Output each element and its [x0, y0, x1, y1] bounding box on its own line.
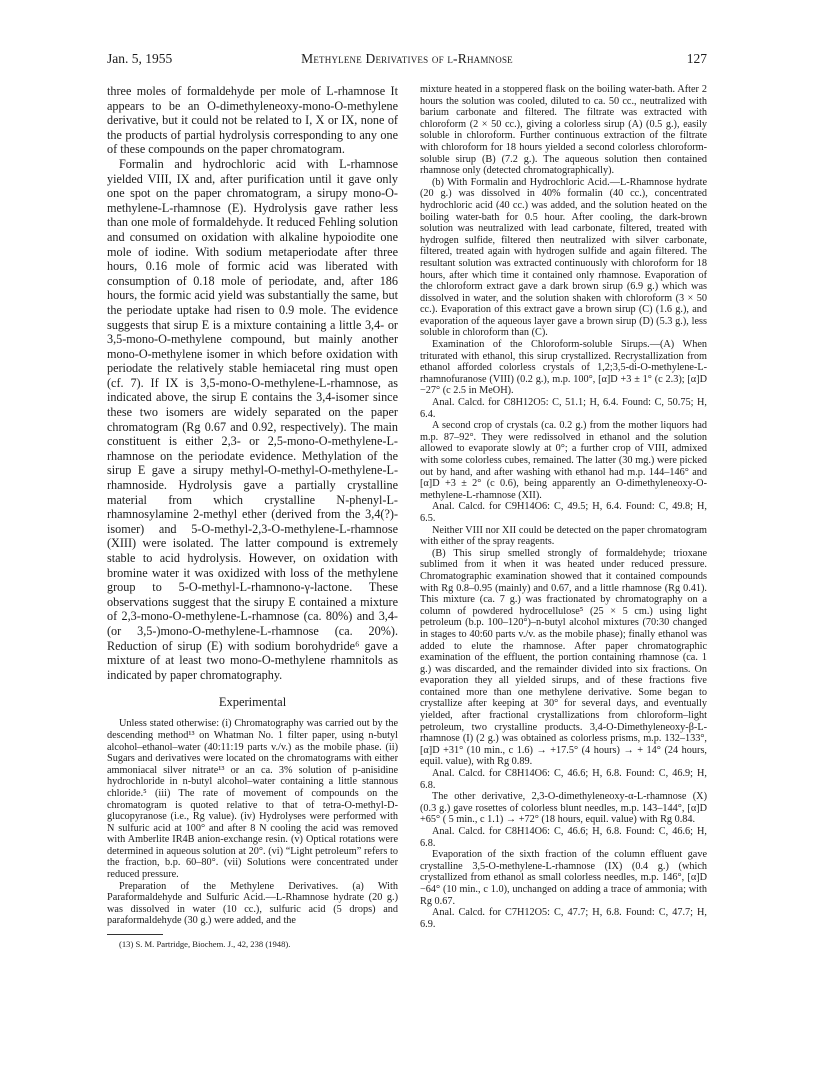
section-heading-experimental: Experimental [218, 695, 287, 710]
right-column [420, 84, 707, 930]
paragraph: The other derivative, 2,3-O-dimethyleneoxy-α-L-rhamnose (X) (0.3 g.) gave rosettes of colorless blunt needles, m.p. 143–144°, [α]D +65° ( 5 min., c 1.1) → +72° (18 hours, equil. value) with Rg 0.84. [420, 791, 707, 826]
paragraph: Anal. Calcd. for C8H12O5: C, 51.1; H, 6.4. Found: C, 50.75; H, 6.4. [420, 397, 707, 420]
paragraph: three moles of formaldehyde per mole of L-rhamnose It appears to be an O-dimethyleneoxy-mono-O-methylene derivative, but it could not be related to I, X or IX, none of the products of partial hydrolysis corresponding to any one of these compounds on the paper chromatogram. [107, 84, 398, 157]
page-number: 127 [686, 51, 707, 66]
paragraph: Examination of the Chloroform-soluble Sirups.—(A) When triturated with ethanol, this sirup crystallized. Recrystallization from ethanol afforded colorless crystals of 1,2;3,5-di-O-methylene-L-rhamnofuranose (VIII) (0.2 g.), m.p. 100°, [α]D +3 ± 1° (c 2.3); [α]D −27° (c 2.5 in MeOH). [420, 339, 707, 397]
paragraph: Formalin and hydrochloric acid with L-rhamnose yielded VIII, IX and, after purification until it gave only one spot on the paper chromatogram, a sirupy mono-O-methylene-L-rhamnose (E). Hydrolysis gave rather less than one mole of formaldehyde. It reduced Fehling solution and consumed on oxidation with alkaline hypoiodite one mole of iodine. With sodium metaperiodate after three hours, 0.16 mole of formic acid was liberated with consumption of 0.18 mole of periodate, and, after 186 hours, the formic acid yield was substantially the same, but the periodate uptake had risen to 0.9 mole. The evidence suggests that sirup E is a mixture containing a little 3,4- or 3,5-mono-O-methylene compound, but mainly another mono-O-methylene isomer in which before oxidation with periodate the relatively stable hemiacetal ring must open (cf. 7). If IX is 3,5-mono-O-methylene-L-rhamnose, as indicated above, the sirup E contains the 3,4-isomer since these two isomers are widely separated on the paper chromatogram (Rg 0.67 and 0.92, respectively). The main constituent is either 2,3- or 2,5-mono-O-methylene-L-rhamnose on the periodate evidence. Methylation of the sirup E gave a sirupy methyl-O-methyl-O-methylene-L-rhamnoside. Hydrolysis gave a partially crystalline material from which crystalline N-phenyl-L-rhamnosylamine 2-methyl ether (derived from the 3,4(?)-isomer) and 5-O-methyl-2,3-O-methylene-L-rhamnose (XIII) were isolated. The latter compound is extremely stable to acid hydrolysis. However, on oxidation with bromine water it was oxidized with loss of the methylene group to 5-O-methyl-L-rhamnono-γ-lactone. These observations suggest that the sirupy E contained a mixture of 2,3-mono-O-methylene-L-rhamnose (ca. 80%) and 3,4-(or 3,5-)mono-O-methylene-L-rhamnose (ca. 20%). Reduction of sirup (E) with sodium borohydride⁶ gave a mixture of at least two mono-O-methylene rhamnitols as indicated by paper chromatography. [107, 156, 398, 682]
paragraph: Neither VIII nor XII could be detected on the paper chromatogram with either of the spray reagents. [420, 524, 707, 548]
page-header [107, 51, 707, 69]
footnote: (13) S. M. Partridge, Biochem. J., 42, 238 (1948). [119, 939, 291, 950]
header-date: Jan. 5, 1955 [107, 51, 173, 66]
paragraph: Anal. Calcd. for C7H12O5: C, 47.7; H, 6.8. Found: C, 47.7; H, 6.9. [420, 907, 707, 930]
paragraph: mixture heated in a stoppered flask on the boiling water-bath. After 2 hours the solution was cooled, diluted to ca. 50 cc., neutralized with barium carbonate and filtered. The filtrate was extracted with chloroform (2 × 50 cc.), giving a colorless sirup (A) (0.5 g.), easily soluble in chloroform. Further continuous extraction of the filtrate with chloroform for 18 hours yielded a second colorless chloroform-soluble sirup (B) (7.2 g.). The aqueous solution then contained rhamnose only (detected chromatographically). [420, 84, 707, 177]
footnote-rule [107, 934, 163, 935]
paragraph: (b) With Formalin and Hydrochloric Acid.—L-Rhamnose hydrate (20 g.) was dissolved in 40% formalin (40 cc.), concentrated hydrochloric acid (40 cc.) was added, and the solution heated on the boiling water-bath for 0.5 hour. After cooling, the dark-brown solution was neutralized with lead carbonate, filtered, treated with hydrogen sulfide, filtered then neutralized with silver carbonate, filtered, treated again with hydrogen sulfide and again filtered. The resultant solution was extracted continuously with chloroform for 18 hours, after which time it contained only rhamnose. Evaporation of the chloroform extract gave a dark brown sirup (6.9 g.) which was dissolved in water, and the solution shaken with chloroform (3 × 50 cc.). Evaporation of this extract gave a brown sirup (C) (1.6 g.), and evaporation of the aqueous layer gave a brown sirup (D) (5.3 g.), less soluble in chloroform than (C). [420, 176, 707, 339]
paragraph: (B) This sirup smelled strongly of formaldehyde; trioxane sublimed from it when it was heated under reduced pressure. Chromatographic examination showed that it contained compounds with Rg 0.8–0.95 (mainly) and 0.67, and a little rhamnose (Rg 0.41). This mixture (ca. 7 g.) was fractionated by chromatography on a column of powdered hydrocellulose⁵ (25 × 5 cm.) using light petroleum (b.p. 100–120°)–n-butyl alcohol mixtures (70:30 changed in stages to 40:60 parts v./v. as the mobile phase); finally ethanol was added to elute the rhamnose. After paper chromatographic examination of the effluent, the portion containing rhamnose (ca. 1 g.) was discarded, and the remainder divided into six fractions. On evaporation they all yielded sirups, and of these fractions five contained more than one methylene derivative. Some began to crystallize after keeping at 30° for several days, and eventually yielded, after fractional crystallizations from chloroform–light petroleum, two crystalline products. 3,4-O-Dimethyleneoxy-β-L-rhamnose (I) (2 g.) was obtained as colorless prisms, m.p. 132–133°, [α]D +31° (10 min., c 1.6) → +17.5° (4 hours) → + 14° (24 hours, equil. value), with Rg 0.89. [420, 547, 707, 768]
paragraph: A second crop of crystals (ca. 0.2 g.) from the mother liquors had m.p. 87–92°. They were redissolved in ethanol and the solution allowed to evaporate slowly at 0°; a further crop of VIII, admixed with some colorless cubes, remained. The latter (30 mg.) were picked out by hand, and after washing with ethanol had m.p. 144–146° and [α]D +3 ± 2° (c 0.6), being apparently an O-dimethyleneoxy-O-methylene-L-rhamnose (XII). [420, 420, 707, 501]
paragraph: Anal. Calcd. for C8H14O6: C, 46.6; H, 6.8. Found: C, 46.9; H, 6.8. [420, 768, 707, 791]
paragraph: Anal. Calcd. for C9H14O6: C, 49.5; H, 6.4. Found: C, 49.8; H, 6.5. [420, 501, 707, 524]
paragraph: Unless stated otherwise: (i) Chromatography was carried out by the descending method¹³ on Whatman No. 1 filter paper, using n-butyl alcohol–ethanol–water (40:11:19 parts v./v.) as the mobile phase. (ii) Sugars and derivatives were located on the chromatograms with either ammoniacal silver nitrate¹³ or an ca. 3% solution of p-anisidine hydrochloride in n-butyl alcohol–water containing a little stannous chloride.⁵ (iii) The rate of movement of compounds on the chromatogram is quoted relative to that of tetra-O-methyl-D-glucopyranose (i.e., Rg value). (iv) Hydrolyses were performed with N sulfuric acid at 100° and after 8 N cooling the acid was removed with Amberlite IR4B anion-exchange resin. (v) Optical rotations were determined in aqueous solution at 20°. (vi) “Light petroleum” refers to the fraction, b.p. 60–80°. (vii) Solutions were concentrated under reduced pressure. [107, 718, 398, 881]
paragraph: Preparation of the Methylene Derivatives. (a) With Paraformaldehyde and Sulfuric Acid.—L-Rhamnose hydrate (20 g.) was dissolved in water (10 cc.), sulfuric acid (5 drops) and paraformaldehyde (30 g.) were added, and the [107, 880, 398, 927]
left-column [107, 84, 398, 949]
running-title: Methylene Derivatives of l-Rhamnose [301, 51, 513, 66]
paragraph: Evaporation of the sixth fraction of the column effluent gave crystalline 3,5-O-methylene-L-rhamnose (IX) (0.4 g.) (which crystallized from ethanol as small colorless needles, m.p. 146°, [α]D −64° (10 min., c 1.0), unchanged on adding a trace of ammonia; with Rg 0.67. [420, 849, 707, 907]
paragraph: Anal. Calcd. for C8H14O6: C, 46.6; H, 6.8. Found: C, 46.6; H, 6.8. [420, 826, 707, 849]
